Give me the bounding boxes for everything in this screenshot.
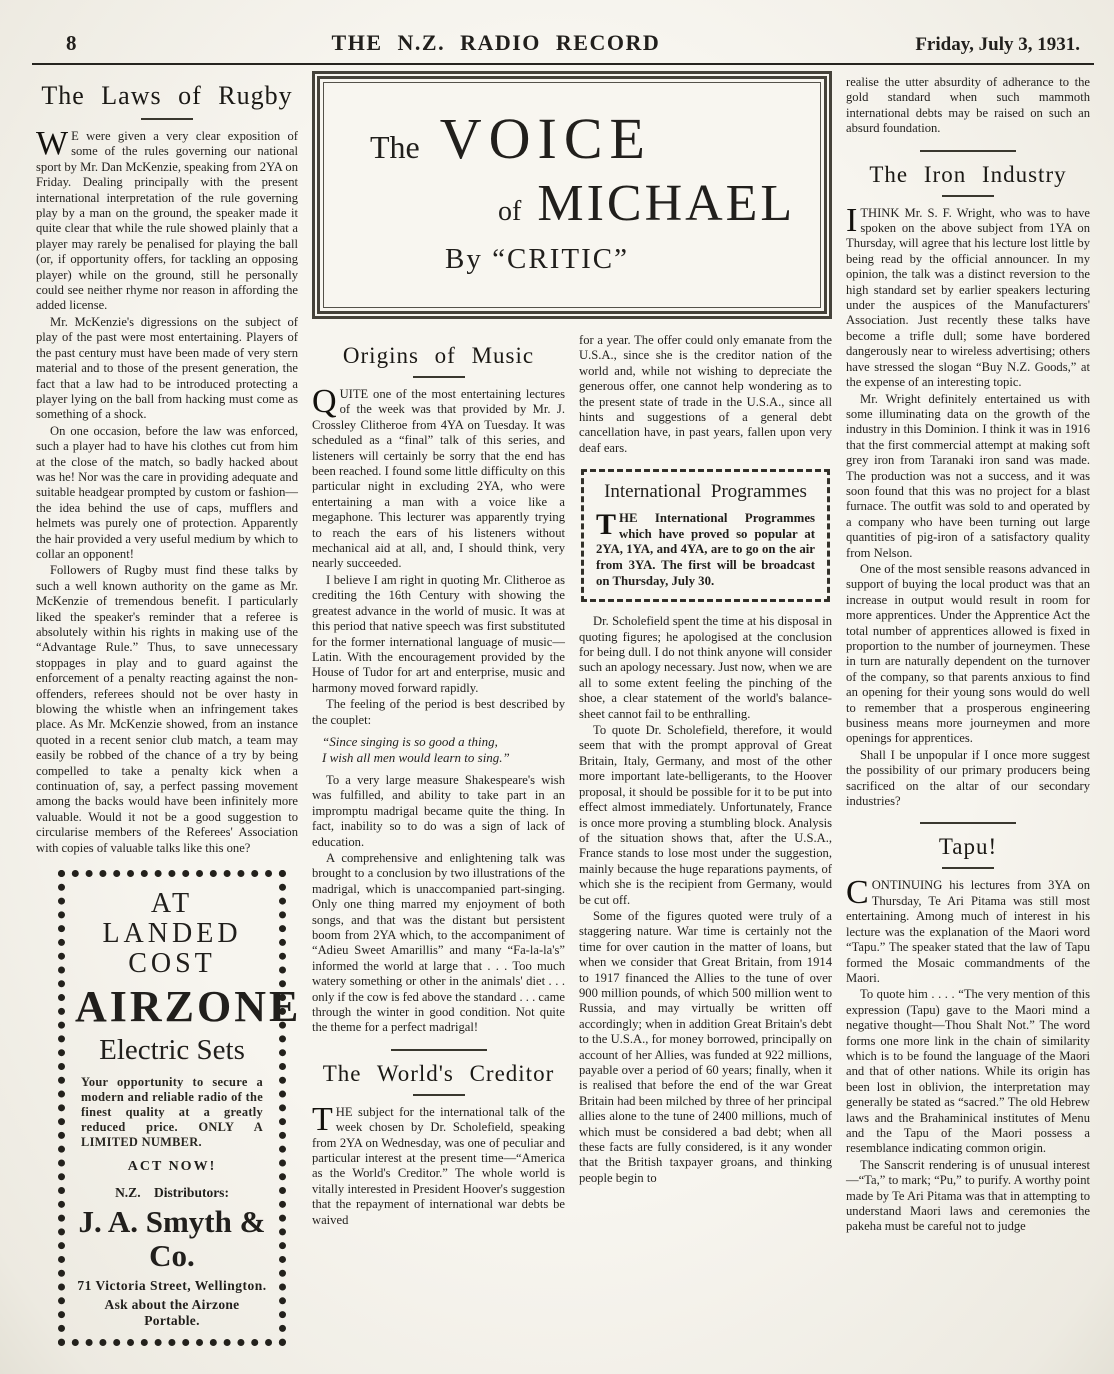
couplet-line: “Since singing is so good a thing, [322,733,498,749]
tapu-headline: Tapu! [938,834,998,860]
article-divider [920,150,1016,152]
ad-address: 71 Victoria Street, Wellington. [77,1278,267,1294]
page-header [32,30,1094,65]
page-columns [32,65,1094,1346]
box-body: THE International Programmes which have proved so popular at 2YA, 1YA, and 4YA, are to go on the air from 3YA. The first will be broadcast on Thursday, July 30. [596,508,815,588]
headline-divider [141,118,193,120]
headline-divider [413,376,465,378]
dateline: Friday, July 3, 1931. [915,34,1080,55]
airzone-advertisement [58,870,302,1346]
rugby-headline: The Laws of Rugby [41,81,293,110]
creditor-headline: The World's Creditor [322,1060,555,1086]
ad-company-name: J. A. Smyth & Co. [78,1204,266,1274]
column-4 [846,71,1090,1346]
headline-divider [942,195,994,197]
headline-divider [942,867,994,869]
headline-divider [413,1094,465,1096]
ad-line: COST [128,948,216,980]
paragraph: I believe I am right in quoting Mr. Clitheroe as crediting the 16th Century with showing the greatest advance in the world of music. It was at this period that native speech was first substituted for the former international language of music—Latin. With the encouragement provided by the House of Tudor for art and enterprise, music and harmony moved forward rapidly. [312,572,565,695]
column-3 [579,333,832,1228]
feature-box-byline: By “CRITIC” [445,243,629,275]
paragraph: Dr. Scholefield spent the time at his disposal in quoting figures; he apologised at the conclusion for being dull. I do not think anyone will consider such an apology necessary. Just now, when we are all to some extent feeling the pinching of the shoe, a clear statement of the world's balance-sheet cannot fail to be enthralling. [579,614,832,721]
paragraph: To quote Dr. Scholefield, therefore, it would seem that with the prompt approval of Great Britain, Italy, Germany, and most of the other more important late-belligerants, to the Hoover proposal, it should be possible for it to be put into effect almost immediately. Unfortunately, France is once more proving a stumbling block. Analysis of the situation shows that, after the U.S.A., France stands to lose most under the suggestion, mainly because the huge reparations payments, of which she is the recipient from Germany, would be cut off. [579,723,832,907]
ad-call-to-action: ACT NOW! [127,1159,217,1175]
paragraph: The feeling of the period is best described by the couplet: [312,697,565,727]
article-tapu [846,834,1090,1234]
origins-headline: Origins of Music [342,343,535,368]
masthead-title: THE N.Z. RADIO RECORD [331,30,661,55]
feature-word-of: of [498,196,522,227]
couplet-line: I wish all men would learn to sing.” [322,750,510,766]
column-1 [36,71,302,1346]
article-origins-of-music [312,343,565,1036]
feature-word-the: The [370,129,420,165]
paragraph: Followers of Rugby must find these talks by such a well known authority on the game as Mr. McKenzie of tremendous benefit. I particularly liked the speaker's reminder that a referee is absolutely within his rights in making use of the “Advantage Rule.” Thus, to save unnecessary stoppages in play and to guard against the enforcement of a penalty reacting against the non-offenders, referees should not be over hasty in blowing the whistle when an infringement takes place. As Mr. McKenzie showed, from an instance quoted in a recent senior club match, a team may easily be robbed of the chance of a try by being compelled to take a penalty kick when a continuation of, say, a perfect passing movement among the backs would have been infinitely more valuable. Would it not be a good suggestion to circularise members of the Referees' Association with copies of valuable talks like this one? [36,563,298,855]
box-title: International Programmes [604,481,807,503]
paragraph: Mr. Wright definitely entertained us with some illuminating data on the growth of the industry in this Dominion. I think it was in 1916 that the first commercial attempt at making soft grey iron from Taranaki iron sand was made. The production was not a success, and it was soon found that this was no project for a blast furnace. The outfit was sold to and operated by a company who have been turning out large quantities of pig-iron of a satisfactory quality from Nelson. [846,391,1090,560]
inner-columns [312,333,832,1228]
paragraph: Shall I be unpopular if I once more suggest the possibility of our primary producers being sacrificed on the altar of our secondary industries? [846,747,1090,809]
page-number: 8 [66,31,77,55]
article-iron-industry [846,162,1090,810]
ad-tagline: Ask about the Airzone Portable. [104,1297,240,1329]
voice-of-michael-feature-box [312,71,832,319]
paragraph-continuation: for a year. The offer could only emanate from the U.S.A., since she is the creditor nation of the world and, while not wishing to depreciate the generous offer, one cannot help wondering as to the present state of trade in the U.S.A., since all hints and suggestions of a general debt cancellation have, in past years, fallen upon very deaf ears. [579,333,832,455]
article-laws-of-rugby [36,81,298,856]
paragraph: To quote him . . . . “The very mention of this expression (Tapu) gave to the Maori mind a negative thought—Thou Shalt Not.” The word forms one more link in the chain of similarity which is to be found the language of the Maori and that of other nations. While its origin has been lost in oblivion, the interpretation may generally be stated as “sacred.” The old Hebrew laws and the Brahaminical institutes of Menu and the Tapu of the Maori possess a resemblance indicating common origin. [846,987,1090,1156]
iron-headline: The Iron Industry [869,161,1067,187]
columns-2-3 [312,71,832,1346]
ad-body-text: Your opportunity to secure a modern and reliable radio of the finest quality at a greatly reduced price. ONLY A LIMITED NUMBER. [81,1075,263,1150]
article-divider [391,1049,487,1051]
ad-distributor-label: N.Z. Distributors: [115,1185,229,1201]
ad-line: LANDED [102,918,242,950]
paragraph: Some of the figures quoted were truly of a staggering nature. War time is certainly not the time for over caution in the matter of loans, but when we consider that Great Britain, from 1914 to 1917 financed the Allies to the tune of over 900 million pounds, of which 500 million went to Russia, and may virtually be written off accordingly; when in addition Great Britain's debt to the U.S.A., for money borrowed, principally on account of her Allies, was funded at 922 millions, payable over a period of 60 years; finally, when it is realised that before the end of the war Great Britain had been milched by three of her principal allies alone to the tune of 2400 millions, much of which must be considered a bad debt; when all these facts are fully considered, is it any wonder that the British taxpayer groans, and thinking people begin to [579,908,832,1185]
feature-box-line-1 [370,105,804,172]
paragraph: To a very large measure Shakespeare's wish was fulfilled, and ability to take part in an impromptu madrigal became quite the thing. In fact, inability so to do was a sign of lack of education. [312,772,565,849]
article-divider [920,822,1016,824]
international-programmes-box [581,469,830,602]
ad-line: AT [150,888,194,920]
paragraph-continuation: realise the utter absurdity of adherance to the gold standard when such mammoth international debts may be raised on such an absurd foundation. [846,75,1090,136]
paragraph: THE subject for the international talk of the week chosen by Dr. Scholefield, speaking from 2YA on Wednesday, was one of peculiar and particular interest at the present time—“America as the World's Creditor.” The whole world is vitally interested in President Hoover's suggestion that the repayment of international war debts be waived [312,1100,565,1227]
column-2 [312,333,565,1228]
feature-word-voice: VOICE [439,106,652,171]
paragraph: One of the most sensible reasons advanced in support of buying the local product was that an increase in output would result in room for more apprentices. Under the Apprentice Act the total number of apprentices allowed is fixed in proportion to the number of journeymen. These in turn are naturally dependent on the turnover of the company, so that parents anxious to find an opening for their young sons would do well to remember that a prosperous engineering business means more journeymen and more openings for apprentices. [846,561,1090,746]
feature-box-line-2 [498,174,804,233]
article-worlds-creditor [312,1061,565,1228]
paragraph: ITHINK Mr. S. F. Wright, who was to have spoken on the above subject from 1YA on Thursday, will agree that his lecture lost little by being read by the official announcer. In my opinion, the talk was a distinct reversion to the high standard set by earlier speakers lecturing under the auspices of the Manufacturers' Association. Just recently these talks have become a trifle dull; some have bordered dangerously near to wireless advertising; others have stressed the slogan “Buy N.Z. Goods,” at the expense of an interesting topic. [846,201,1090,390]
ad-brand-name: AIRZONE [75,982,302,1032]
ad-subtitle: Electric Sets [99,1034,245,1067]
paragraph: A comprehensive and enlightening talk was brought to a conclusion by two illustrations of the madrigal, which is unaccompanied part-singing. Only one thing marred my enjoyment of both songs, and that was the distant but persistent boom from 2YA which, to the accompaniment of “Adieu Sweet Amarillis” and many “Fa-la-la's” informed the world at large that . . . Too much watery something or other in the animals' diet . . . only if the cow is fed above the standard . . . came through the winter in good condition. Not quite the theme for a perfect madrigal! [312,850,565,1035]
quoted-couplet [322,734,565,767]
paragraph: CONTINUING his lectures from 3YA on Thursday, Te Ari Pitama was still most entertaining. Among much of interest in his lecture was the explanation of the Maori word “Tapu.” The speaker stated that the law of Tapu formed the Mosaic commandments of the Maori. [846,874,1090,985]
paragraph: The Sanscrit rendering is of unusual interest—“Ta,” to mark; “Pu,” to purify. A worthy point made by Te Ari Pitama was that in attempting to understand Maori laws and ceremonies the pakeha must be careful not to judge [846,1157,1090,1234]
paragraph: Mr. McKenzie's digressions on the subject of play of the past were most entertaining. Players of the past century must have been made of very stern material and to those of the present generation, the fact that a law had to be introduced protecting a player lying on the ball from hacking must come as something of a shock. [36,314,298,422]
paragraph: QUITE one of the most entertaining lectures of the week was that provided by Mr. J. Crossley Clitheroe from 4YA on Tuesday. It was scheduled as a “final” talk of this series, and listeners will certainly be sorry that the end has been reached. I found some little difficulty on this particular night in excluding 2YA, who were entertaining a man with a voice like a megaphone. This lecturer was apparently trying to reach the ears of his listeners without mechanical aid at all, and, I should think, very nearly succeeded. [312,383,565,571]
paragraph: On one occasion, before the law was enforced, such a player had to have his clothes cut from him at the close of the match, so badly hacked about was he! Nor was the care in providing adequate and suitable headgear prompted by custom or fashion—the idea behind the use of caps, mufflers and helmets was purely one of protection. Apparently the hair provided a very useful medium by which to collar an opponent! [36,423,298,561]
feature-word-michael: MICHAEL [537,175,796,232]
paragraph: WE were given a very clear exposition of some of the rules governing our national sport by Mr. Dan McKenzie, speaking from 2YA on Friday. Dealing principally with the present international interpretation of the rule governing play by a man on the ground, the speaker made it quite clear that while the rule showed plainly that a player may rarely be penalised for playing the ball (or, if opportunity offers, for tackling an opposing player) while on the ground, still he personally could see neither rhyme nor reason in affording the added license. [36,125,298,313]
